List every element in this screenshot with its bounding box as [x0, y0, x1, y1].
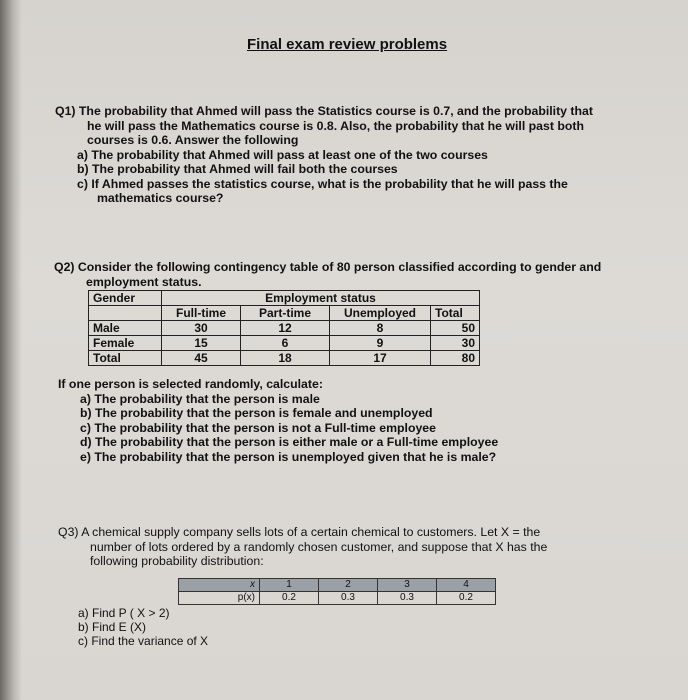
- gender-header: Gender: [89, 291, 162, 306]
- p-value: 0.3: [378, 592, 437, 605]
- question-1: [55, 104, 655, 206]
- q2-parts: [58, 377, 658, 464]
- q3-line: number of lots ordered by a randomly chosen customer, and suppose that X has the: [90, 539, 548, 554]
- cell: 17: [330, 351, 431, 366]
- q1-line: he will pass the Mathematics course is 0.8. Also, the probability that he will past both: [87, 118, 584, 133]
- q2-line: Q2) Consider the following contingency table of 80 person classified according to gender and: [54, 260, 602, 274]
- cell: 8: [330, 321, 431, 336]
- q3-item-c: c) Find the variance of X: [78, 634, 209, 648]
- q2-line: employment status.: [86, 274, 202, 289]
- page-title: Final exam review problems: [247, 36, 448, 53]
- q2-item-c: c) The probability that the person is not a Full-time employee: [80, 420, 436, 435]
- col-header: Total: [431, 306, 480, 321]
- x-value: 3: [378, 579, 437, 592]
- cell: 45: [162, 351, 241, 366]
- q1-item-c: c) If Ahmed passes the statistics course, what is the probability that he will pass the: [77, 176, 568, 191]
- cell: 18: [241, 351, 330, 366]
- cell: 30: [162, 321, 241, 336]
- q1-item-b: b) The probability that Ahmed will fail both the courses: [77, 162, 398, 176]
- q1-line: Q1) The probability that Ahmed will pass the Statistics course is 0.7, and the probability that: [55, 104, 593, 118]
- row-label: Total: [89, 351, 162, 366]
- cell: 15: [162, 336, 241, 351]
- cell: 30: [431, 336, 480, 351]
- q3-item-a: a) Find P ( X > 2): [78, 606, 170, 620]
- cell: 9: [330, 336, 431, 351]
- p-value: 0.2: [437, 592, 496, 605]
- probability-distribution-table: [178, 578, 496, 605]
- cell: 6: [241, 336, 330, 351]
- p-value: 0.2: [260, 592, 319, 605]
- table-row: [89, 351, 480, 366]
- q2-item-a: a) The probability that the person is male: [80, 391, 320, 406]
- q2-item-b: b) The probability that the person is female and unemployed: [80, 406, 433, 420]
- q2-item-d: d) The probability that the person is either male or a Full-time employee: [80, 435, 499, 449]
- cell: 80: [431, 351, 480, 366]
- x-label: x: [179, 579, 260, 592]
- q2-prompt: If one person is selected randomly, calculate:: [58, 377, 323, 391]
- cell: 12: [241, 321, 330, 336]
- q1-item-c-cont: mathematics course?: [97, 191, 224, 205]
- col-header: Unemployed: [330, 306, 431, 321]
- x-value: 2: [319, 579, 378, 592]
- q3-line: following probability distribution:: [90, 554, 264, 568]
- p-label: p(x): [179, 592, 260, 605]
- question-2: [54, 260, 664, 289]
- table-row: [89, 321, 480, 336]
- question-3: [58, 525, 658, 569]
- col-header: Full-time: [162, 306, 241, 321]
- x-value: 1: [260, 579, 319, 592]
- q3-line: Q3) A chemical supply company sells lots of a certain chemical to customers. Let X = the: [58, 525, 541, 539]
- col-header: Part-time: [241, 306, 330, 321]
- employment-status-header: Employment status: [162, 291, 480, 306]
- table-row: [89, 336, 480, 351]
- q3-parts: [78, 606, 208, 648]
- q3-item-b: b) Find E (X): [78, 620, 147, 634]
- q1-item-a: a) The probability that Ahmed will pass at least one of the two courses: [77, 147, 488, 162]
- q2-item-e: e) The probability that the person is unemployed given that he is male?: [80, 449, 497, 464]
- cell: 50: [431, 321, 480, 336]
- contingency-table: [88, 290, 480, 366]
- q1-line: courses is 0.6. Answer the following: [87, 133, 299, 147]
- p-value: 0.3: [319, 592, 378, 605]
- row-label: Male: [89, 321, 162, 336]
- page-shadow: [0, 0, 22, 700]
- x-value: 4: [437, 579, 496, 592]
- row-label: Female: [89, 336, 162, 351]
